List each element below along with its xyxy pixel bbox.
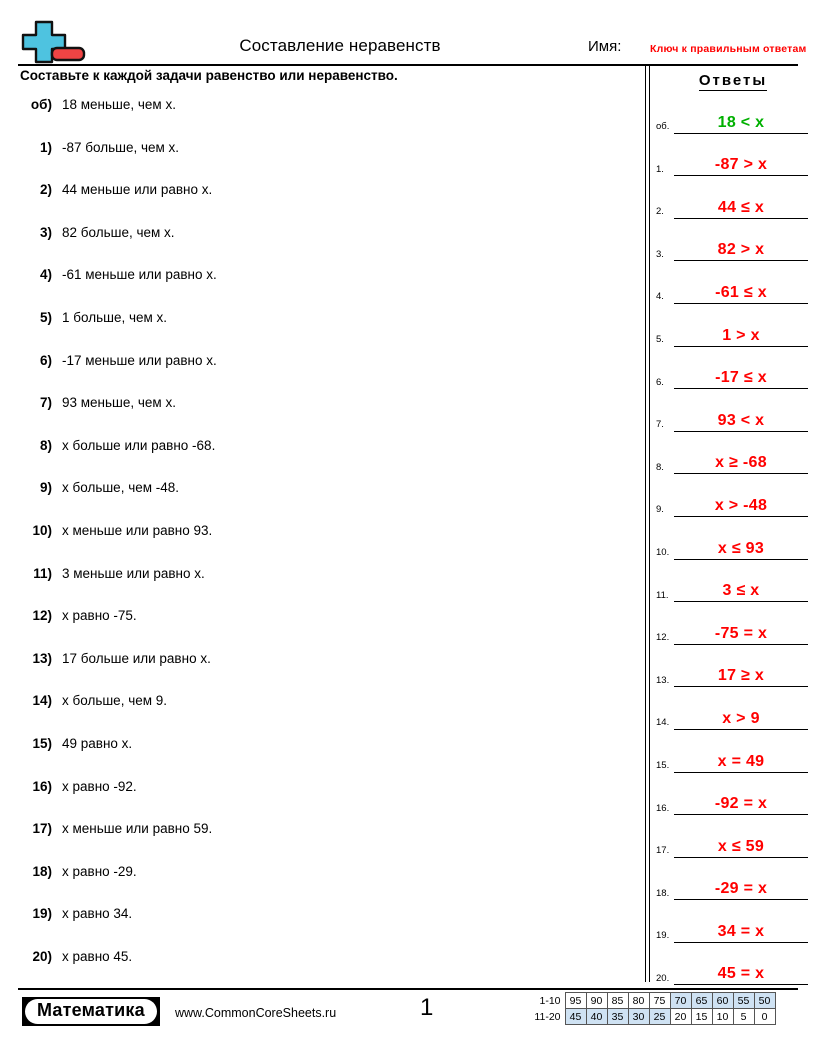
question-row [0,354,640,397]
answer-value: -61 ≤ x [715,283,767,301]
question-text: 82 больше, чем х. [62,224,175,240]
question-number: 11) [33,565,52,581]
question-text: х равно 45. [62,948,133,964]
answer-row [650,900,816,943]
answer-value: -29 = x [714,880,768,898]
question-text: 49 равно х. [62,735,133,751]
website-url: www.CommonCoreSheets.ru [175,1006,337,1020]
answer-number: 20. [656,972,670,984]
page-footer [0,988,816,1056]
question-text: х равно -92. [62,778,137,794]
question-text: 44 меньше или равно х. [62,182,213,198]
question-row [0,950,640,993]
questions-list [0,98,640,992]
question-text: х больше, чем -48. [62,480,180,496]
answer-number: 2. [656,206,664,218]
answer-blank-line [674,540,808,560]
answer-row [650,560,816,603]
answer-row [650,304,816,347]
question-number: 6) [39,352,52,368]
answer-row [650,858,816,901]
answer-value: x > 9 [722,709,760,727]
brand-label: Математика [25,999,157,1024]
answer-blank-line [674,753,808,773]
question-row [0,652,640,695]
answer-value: 3 ≤ x [722,582,760,600]
question-row [0,865,640,908]
answer-blank-line [674,582,808,602]
question-row [0,737,640,780]
question-number: 8) [39,437,52,453]
score-cell: 70 [670,993,691,1009]
answer-blank-line [674,710,808,730]
question-number: 3) [39,224,52,240]
score-cell: 35 [607,1009,628,1025]
score-cell: 25 [649,1009,670,1025]
question-number: 18) [32,863,52,879]
score-row-label: 11-20 [534,1010,561,1023]
question-text: х больше или равно -68. [62,437,216,453]
answer-value: x > -48 [714,496,768,514]
question-row [0,567,640,610]
answer-number: 16. [656,802,670,814]
answer-blank-line [674,412,808,432]
brand-badge [22,997,160,1026]
answer-value: x ≤ 93 [717,539,765,557]
answer-blank-line [674,199,808,219]
question-row [0,396,640,439]
instruction-text: Составьте к каждой задачи равенство или неравенство. [20,68,398,83]
score-cell: 75 [649,993,670,1009]
question-row [0,907,640,950]
answer-row [650,645,816,688]
answer-value-example: 18 < x [717,113,765,131]
answer-blank-line [674,880,808,900]
score-cell: 55 [733,993,754,1009]
score-cell: 0 [754,1009,775,1025]
answer-row [650,389,816,432]
question-number: 17) [32,821,52,837]
question-text: х равно -29. [62,863,137,879]
answer-number: об. [656,121,670,133]
question-number: 5) [39,309,52,325]
answer-value: 93 < x [717,411,765,429]
question-row [0,481,640,524]
score-table-row [527,1009,775,1025]
answer-value: 17 ≥ x [717,667,765,685]
question-row [0,694,640,737]
answer-row [650,474,816,517]
answer-number: 8. [656,461,664,473]
answer-number: 9. [656,504,664,516]
score-row-label: 1-10 [539,994,561,1007]
question-number: 20) [32,948,52,964]
question-number: 4) [39,267,52,283]
score-cell: 50 [754,993,775,1009]
answer-number: 15. [656,760,670,771]
score-cell: 80 [628,993,649,1009]
score-cell: 60 [712,993,733,1009]
question-text: -17 меньше или равно х. [62,352,217,368]
question-number: об) [30,97,52,112]
answer-row [650,432,816,475]
score-cell: 30 [628,1009,649,1025]
question-text: х меньше или равно 93. [62,522,213,538]
answer-number: 7. [656,419,664,431]
answer-blank-line [674,923,808,943]
answer-key-badge: Ключ к правильным ответам [650,43,807,55]
answer-blank-line [674,156,808,176]
answer-row [650,687,816,730]
answer-row [650,815,816,858]
answer-row [650,517,816,560]
answer-blank-line [674,369,808,389]
answer-blank-line [674,327,808,347]
question-number: 10) [32,522,52,538]
score-cell: 90 [586,993,607,1009]
question-text: х равно 34. [62,906,133,922]
question-row [0,780,640,823]
question-text: -87 больше, чем х. [62,139,180,155]
answers-panel [650,66,816,985]
plus-minus-icon [18,18,90,64]
question-row [0,822,640,865]
question-number: 2) [39,182,52,198]
name-label: Имя: [588,38,622,55]
question-number: 9) [39,480,52,496]
answer-row [650,730,816,773]
question-text: 93 меньше, чем х. [62,395,176,411]
question-number: 16) [32,778,52,794]
answer-number: 6. [656,376,664,388]
answer-row [650,219,816,262]
answer-row [650,261,816,304]
question-row [0,141,640,184]
question-row [0,524,640,567]
score-cell: 65 [691,993,712,1009]
question-number: 14) [32,693,52,709]
answer-row [650,134,816,177]
answer-blank-line [674,625,808,645]
page-header [0,0,816,66]
page-number: 1 [420,994,434,1021]
answer-blank-line [674,284,808,304]
question-row [0,98,640,141]
answer-row [650,347,816,390]
question-row [0,183,640,226]
answers-heading-text: Ответы [698,72,768,89]
answer-blank-line [674,795,808,815]
answer-value: -87 > x [714,156,768,174]
question-text: 18 меньше, чем х. [62,97,176,112]
question-row [0,609,640,652]
answer-row [650,773,816,816]
answer-number: 17. [656,845,670,857]
answer-value: -75 = x [714,624,768,642]
question-number: 15) [32,735,52,751]
answer-number: 1. [656,163,664,175]
score-cell: 15 [691,1009,712,1025]
question-text: 17 больше или равно х. [62,650,211,666]
answer-value: 1 > x [722,326,760,344]
question-number: 19) [32,906,52,922]
answer-value: x = 49 [717,752,765,770]
score-cell: 10 [712,1009,733,1025]
answer-number: 4. [656,291,664,303]
page-title: Составление неравенств [239,36,441,55]
question-text: 3 меньше или равно х. [62,565,205,581]
answer-number: 18. [656,887,670,899]
score-cell: 85 [607,993,628,1009]
answer-number: 13. [656,674,670,686]
question-row [0,311,640,354]
answer-blank-line [674,454,808,474]
answer-row [650,91,816,134]
answer-value: 82 > x [717,241,765,259]
answers-heading [650,66,816,91]
answer-row [650,943,816,986]
answer-value: 34 = x [717,922,765,940]
question-number: 1) [39,139,52,155]
answer-value: 45 = x [717,965,765,983]
score-table-row [527,993,775,1009]
answer-number: 5. [656,334,664,346]
score-cell: 40 [586,1009,607,1025]
answer-blank-line [674,241,808,261]
answer-row [650,602,816,645]
question-number: 13) [32,650,52,666]
question-text: -61 меньше или равно х. [62,267,217,283]
answer-row [650,176,816,219]
score-cell: 95 [565,993,586,1009]
answer-blank-line [674,114,808,134]
question-text: х больше, чем 9. [62,693,168,709]
question-number: 7) [39,395,52,411]
answer-value: x ≤ 59 [717,837,765,855]
answers-list [650,91,816,985]
score-table [527,992,776,1025]
question-row [0,226,640,269]
answer-value: x ≥ -68 [715,454,767,472]
answer-number: 14. [656,717,670,729]
score-cell: 5 [733,1009,754,1025]
question-text: х меньше или равно 59. [62,821,213,837]
question-text: 1 больше, чем х. [62,309,168,325]
score-table-element [527,992,776,1025]
score-cell: 45 [565,1009,586,1025]
answer-blank-line [674,497,808,517]
answer-number: 12. [656,632,670,644]
score-cell: 20 [670,1009,691,1025]
question-row [0,268,640,311]
question-row [0,439,640,482]
question-number: 12) [32,608,52,624]
answer-blank-line [674,965,808,985]
answer-number: 3. [656,248,664,260]
answer-number: 10. [656,547,670,559]
answer-number: 11. [656,589,669,601]
answer-value: -17 ≤ x [715,369,767,387]
question-text: х равно -75. [62,608,137,624]
answer-blank-line [674,667,808,687]
answer-value: 44 ≤ x [717,198,765,216]
answer-value: -92 = x [714,795,768,813]
answer-blank-line [674,838,808,858]
answer-number: 19. [656,930,670,942]
